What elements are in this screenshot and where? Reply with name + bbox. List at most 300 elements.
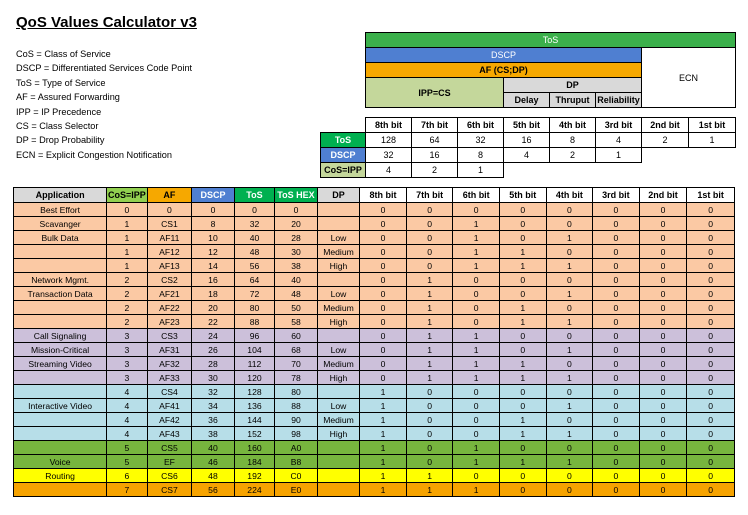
cell-dscp: 16	[192, 273, 235, 287]
cell-bit: 0	[639, 273, 687, 287]
table-row	[14, 203, 735, 217]
column-header: 5th bit	[499, 188, 546, 203]
cell-dp: High	[317, 259, 360, 273]
cell-hex: 48	[275, 287, 318, 301]
cell-app	[14, 413, 107, 427]
cell-bit: 1	[406, 273, 453, 287]
cell-cos: 7	[107, 483, 148, 497]
cell-bit: 0	[639, 371, 687, 385]
cell-bit: 0	[639, 217, 687, 231]
cell-dp	[317, 455, 360, 469]
cell-bit: 0	[360, 203, 407, 217]
cell-bit: 0	[499, 287, 546, 301]
cell-bit: 0	[639, 343, 687, 357]
cell-bit: 1	[499, 413, 546, 427]
legend	[16, 47, 192, 162]
cell-dp	[317, 329, 360, 343]
cell-dp: High	[317, 315, 360, 329]
cell-hex: 80	[275, 385, 318, 399]
cell-bit: 0	[687, 343, 735, 357]
table-row	[14, 427, 735, 441]
cell-bit: 0	[639, 315, 687, 329]
cell-bit: 1	[499, 357, 546, 371]
cell-bit: 1	[499, 301, 546, 315]
cell-tos: 0	[234, 203, 275, 217]
cell-bit: 0	[593, 413, 640, 427]
cell-hex: 40	[275, 273, 318, 287]
cell-bit: 0	[639, 287, 687, 301]
cell-bit: 0	[639, 385, 687, 399]
cell-app: Mission-Critical	[14, 343, 107, 357]
cell-bit: 0	[546, 385, 593, 399]
table-row	[14, 315, 735, 329]
cell-bit: 0	[687, 315, 735, 329]
cell-bit: 0	[360, 287, 407, 301]
cell-bit: 0	[406, 231, 453, 245]
cell-bit: 0	[546, 203, 593, 217]
cell-app	[14, 301, 107, 315]
cell-bit: 0	[406, 203, 453, 217]
cell-bit: 0	[687, 385, 735, 399]
column-header: 2nd bit	[639, 188, 687, 203]
bit-value: 4	[596, 133, 642, 148]
cell-bit: 1	[546, 287, 593, 301]
cell-app: Network Mgmt.	[14, 273, 107, 287]
cell-bit: 0	[546, 441, 593, 455]
column-header: ToS HEX	[275, 188, 318, 203]
cell-bit: 0	[593, 301, 640, 315]
cell-app	[14, 245, 107, 259]
table-row	[14, 399, 735, 413]
bit-row-cos	[321, 163, 736, 178]
table-row	[14, 413, 735, 427]
cell-bit: 0	[546, 357, 593, 371]
cell-cos: 3	[107, 371, 148, 385]
cell-bit: 0	[546, 469, 593, 483]
cell-app: Call Signaling	[14, 329, 107, 343]
cell-af: CS1	[147, 217, 192, 231]
thruput-header: Thruput	[550, 93, 596, 108]
cell-bit: 0	[593, 259, 640, 273]
cell-tos: 104	[234, 343, 275, 357]
ecn-header: ECN	[642, 48, 736, 108]
bit-label: 2nd bit	[642, 118, 689, 133]
cell-bit: 0	[499, 385, 546, 399]
cell-tos: 160	[234, 441, 275, 455]
cell-bit: 0	[406, 455, 453, 469]
cell-app: Scavanger	[14, 217, 107, 231]
cell-bit: 0	[546, 301, 593, 315]
cell-hex: E0	[275, 483, 318, 497]
cell-app	[14, 315, 107, 329]
cell-bit: 0	[687, 469, 735, 483]
table-row	[14, 357, 735, 371]
cell-cos: 5	[107, 455, 148, 469]
cell-bit: 0	[687, 357, 735, 371]
column-header: 3rd bit	[593, 188, 640, 203]
cell-bit: 1	[499, 427, 546, 441]
cell-cos: 3	[107, 343, 148, 357]
cell-cos: 2	[107, 287, 148, 301]
bit-label: 3rd bit	[596, 118, 642, 133]
bit-label: 6th bit	[458, 118, 504, 133]
cell-hex: 50	[275, 301, 318, 315]
bit-row-label: ToS	[321, 133, 366, 148]
cell-bit: 0	[453, 469, 500, 483]
cell-bit: 1	[453, 371, 500, 385]
cell-af: AF31	[147, 343, 192, 357]
bit-value: 4	[366, 163, 412, 178]
cell-bit: 0	[546, 217, 593, 231]
cell-dscp: 32	[192, 385, 235, 399]
dp-header: DP	[504, 78, 642, 93]
cell-dscp: 38	[192, 427, 235, 441]
cell-bit: 0	[546, 329, 593, 343]
cell-bit: 0	[360, 245, 407, 259]
table-row	[14, 329, 735, 343]
cell-bit: 1	[406, 329, 453, 343]
cell-tos: 56	[234, 259, 275, 273]
cell-hex: 60	[275, 329, 318, 343]
cell-dp: Low	[317, 399, 360, 413]
cell-af: EF	[147, 455, 192, 469]
cell-dp: Low	[317, 343, 360, 357]
bit-label: 4th bit	[550, 118, 596, 133]
cell-bit: 0	[593, 483, 640, 497]
cell-bit: 0	[639, 301, 687, 315]
cell-bit: 0	[360, 329, 407, 343]
cell-bit: 0	[593, 441, 640, 455]
cell-hex: C0	[275, 469, 318, 483]
cell-cos: 3	[107, 329, 148, 343]
cell-af: CS5	[147, 441, 192, 455]
cell-bit: 1	[453, 245, 500, 259]
cell-dscp: 8	[192, 217, 235, 231]
cell-tos: 152	[234, 427, 275, 441]
cell-tos: 120	[234, 371, 275, 385]
cell-cos: 1	[107, 259, 148, 273]
cell-cos: 4	[107, 399, 148, 413]
cell-bit: 1	[453, 217, 500, 231]
cell-dp	[317, 441, 360, 455]
cell-bit: 0	[360, 343, 407, 357]
bit-value: 4	[504, 148, 550, 163]
legend-item: ECN = Explicit Congestion Notification	[16, 149, 173, 160]
cell-app	[14, 371, 107, 385]
cell-af: AF22	[147, 301, 192, 315]
cell-hex: 88	[275, 399, 318, 413]
cell-bit: 1	[546, 259, 593, 273]
cell-bit: 1	[453, 231, 500, 245]
cell-bit: 0	[639, 259, 687, 273]
cell-bit: 0	[687, 301, 735, 315]
cell-bit: 0	[687, 329, 735, 343]
cell-dp	[317, 203, 360, 217]
cell-app: Bulk Data	[14, 231, 107, 245]
cell-bit: 0	[360, 273, 407, 287]
cell-bit: 0	[546, 483, 593, 497]
cell-app: Voice	[14, 455, 107, 469]
cell-bit: 0	[687, 259, 735, 273]
cell-app: Best Effort	[14, 203, 107, 217]
cell-bit: 0	[453, 385, 500, 399]
cell-af: CS7	[147, 483, 192, 497]
cell-bit: 1	[360, 455, 407, 469]
cell-tos: 40	[234, 231, 275, 245]
bit-value: 8	[458, 148, 504, 163]
table-row	[14, 287, 735, 301]
cell-bit: 1	[546, 399, 593, 413]
cell-hex: 38	[275, 259, 318, 273]
cell-bit: 0	[687, 287, 735, 301]
bit-value: 16	[412, 148, 458, 163]
cell-bit: 0	[499, 217, 546, 231]
table-row	[14, 371, 735, 385]
cell-cos: 4	[107, 413, 148, 427]
bit-structure-header	[365, 32, 736, 108]
cell-bit: 0	[687, 217, 735, 231]
cell-tos: 192	[234, 469, 275, 483]
cell-bit: 1	[499, 315, 546, 329]
cell-dp: Low	[317, 287, 360, 301]
bit-values-table	[320, 117, 736, 178]
cell-bit: 0	[499, 483, 546, 497]
cell-app: Transaction Data	[14, 287, 107, 301]
cell-bit: 1	[360, 441, 407, 455]
cell-tos: 144	[234, 413, 275, 427]
cell-tos: 80	[234, 301, 275, 315]
cell-bit: 1	[406, 315, 453, 329]
cell-bit: 0	[453, 203, 500, 217]
cell-app	[14, 259, 107, 273]
cell-bit: 0	[639, 455, 687, 469]
cell-dscp: 40	[192, 441, 235, 455]
cell-bit: 0	[406, 441, 453, 455]
bit-value: 64	[412, 133, 458, 148]
cell-af: 0	[147, 203, 192, 217]
table-row	[14, 245, 735, 259]
cell-bit: 1	[499, 455, 546, 469]
cell-bit: 1	[546, 315, 593, 329]
cell-bit: 1	[453, 357, 500, 371]
cell-dp: High	[317, 371, 360, 385]
cell-bit: 0	[593, 203, 640, 217]
cell-cos: 2	[107, 315, 148, 329]
cell-bit: 0	[453, 399, 500, 413]
cell-bit: 0	[593, 245, 640, 259]
cell-bit: 0	[687, 231, 735, 245]
cell-cos: 5	[107, 441, 148, 455]
bit-row-label: CoS=IPP	[321, 163, 366, 178]
bit-label: 1st bit	[689, 118, 736, 133]
cell-dscp: 56	[192, 483, 235, 497]
cell-af: CS2	[147, 273, 192, 287]
cell-bit: 1	[360, 427, 407, 441]
cell-hex: 58	[275, 315, 318, 329]
cell-cos: 2	[107, 301, 148, 315]
cell-hex: 98	[275, 427, 318, 441]
cell-dscp: 26	[192, 343, 235, 357]
cell-bit: 1	[360, 399, 407, 413]
cell-bit: 0	[499, 399, 546, 413]
cell-app	[14, 427, 107, 441]
cell-cos: 1	[107, 245, 148, 259]
cell-dscp: 30	[192, 371, 235, 385]
column-header: Application	[14, 188, 107, 203]
reliability-header: Reliability	[596, 93, 642, 108]
cell-tos: 128	[234, 385, 275, 399]
cell-bit: 0	[639, 329, 687, 343]
cell-hex: 68	[275, 343, 318, 357]
cell-dscp: 18	[192, 287, 235, 301]
cell-hex: 90	[275, 413, 318, 427]
cell-bit: 0	[639, 231, 687, 245]
bit-value: 8	[550, 133, 596, 148]
cell-dscp: 46	[192, 455, 235, 469]
cell-bit: 0	[360, 301, 407, 315]
bit-value: 1	[458, 163, 504, 178]
legend-item: AF = Assured Forwarding	[16, 92, 120, 103]
cell-bit: 0	[499, 469, 546, 483]
af-header: AF (CS;DP)	[366, 63, 642, 78]
cell-hex: B8	[275, 455, 318, 469]
cell-cos: 4	[107, 385, 148, 399]
cell-bit: 0	[546, 273, 593, 287]
cell-bit: 0	[453, 315, 500, 329]
table-row	[14, 273, 735, 287]
cell-dp: Medium	[317, 357, 360, 371]
cell-af: AF42	[147, 413, 192, 427]
column-header: AF	[147, 188, 192, 203]
cell-bit: 0	[499, 441, 546, 455]
cell-bit: 0	[406, 217, 453, 231]
bit-value: 1	[596, 148, 642, 163]
column-header: ToS	[234, 188, 275, 203]
cell-bit: 1	[406, 483, 453, 497]
cell-af: AF11	[147, 231, 192, 245]
cell-dp: Medium	[317, 413, 360, 427]
cell-bit: 0	[546, 413, 593, 427]
cell-bit: 0	[593, 399, 640, 413]
cell-bit: 1	[406, 371, 453, 385]
cell-af: AF23	[147, 315, 192, 329]
cell-bit: 0	[406, 245, 453, 259]
cell-bit: 1	[453, 259, 500, 273]
cell-bit: 0	[546, 245, 593, 259]
cell-hex: 70	[275, 357, 318, 371]
cell-tos: 72	[234, 287, 275, 301]
cell-af: AF21	[147, 287, 192, 301]
cell-bit: 0	[406, 385, 453, 399]
cell-bit: 0	[639, 427, 687, 441]
cell-bit: 0	[360, 259, 407, 273]
table-row	[14, 217, 735, 231]
table-row	[14, 385, 735, 399]
cell-app: Routing	[14, 469, 107, 483]
cell-dscp: 20	[192, 301, 235, 315]
cell-cos: 3	[107, 357, 148, 371]
cell-bit: 0	[593, 287, 640, 301]
cell-hex: 28	[275, 231, 318, 245]
table-row	[14, 455, 735, 469]
cell-bit: 0	[593, 357, 640, 371]
cell-af: AF32	[147, 357, 192, 371]
cell-bit: 1	[453, 329, 500, 343]
cell-dscp: 36	[192, 413, 235, 427]
column-header: 1st bit	[687, 188, 735, 203]
cell-dp	[317, 469, 360, 483]
dscp-header: DSCP	[366, 48, 642, 63]
cell-bit: 0	[687, 455, 735, 469]
column-header: DP	[317, 188, 360, 203]
cell-bit: 0	[499, 273, 546, 287]
table-row	[14, 469, 735, 483]
cell-bit: 1	[406, 343, 453, 357]
cell-bit: 1	[406, 287, 453, 301]
cell-af: AF33	[147, 371, 192, 385]
cell-hex: 0	[275, 203, 318, 217]
cell-dscp: 22	[192, 315, 235, 329]
bit-value: 32	[458, 133, 504, 148]
column-header: 8th bit	[360, 188, 407, 203]
cell-bit: 0	[593, 385, 640, 399]
cell-bit: 0	[687, 371, 735, 385]
cell-bit: 0	[406, 427, 453, 441]
cell-bit: 0	[453, 273, 500, 287]
cell-bit: 0	[499, 329, 546, 343]
legend-item: DSCP = Differentiated Services Code Point	[16, 63, 193, 74]
cell-hex: 78	[275, 371, 318, 385]
cell-hex: 30	[275, 245, 318, 259]
cell-dscp: 12	[192, 245, 235, 259]
cell-bit: 0	[453, 427, 500, 441]
legend-item: CS = Class Selector	[16, 121, 99, 132]
cell-bit: 0	[360, 315, 407, 329]
bit-value: 16	[504, 133, 550, 148]
cell-bit: 0	[593, 273, 640, 287]
cell-bit: 0	[499, 203, 546, 217]
cell-dscp: 10	[192, 231, 235, 245]
page-title: QoS Values Calculator v3	[16, 14, 197, 31]
cell-dp: High	[317, 427, 360, 441]
delay-header: Delay	[504, 93, 550, 108]
table-row	[14, 441, 735, 455]
cell-bit: 0	[639, 399, 687, 413]
cell-bit: 0	[687, 441, 735, 455]
bit-value: 32	[366, 148, 412, 163]
cell-bit: 1	[406, 357, 453, 371]
cell-bit: 0	[687, 427, 735, 441]
cell-bit: 0	[360, 371, 407, 385]
cell-bit: 1	[546, 343, 593, 357]
cell-app	[14, 385, 107, 399]
cell-bit: 0	[639, 483, 687, 497]
cell-af: AF13	[147, 259, 192, 273]
cell-dscp: 48	[192, 469, 235, 483]
cell-bit: 1	[406, 469, 453, 483]
cell-cos: 2	[107, 273, 148, 287]
table-header-row	[14, 188, 735, 203]
cell-bit: 0	[593, 231, 640, 245]
bit-row-tos	[321, 133, 736, 148]
cell-app	[14, 441, 107, 455]
cell-bit: 1	[360, 469, 407, 483]
cell-bit: 0	[687, 483, 735, 497]
cell-dp	[317, 385, 360, 399]
cell-bit: 0	[593, 217, 640, 231]
cell-bit: 1	[360, 413, 407, 427]
cell-bit: 0	[593, 343, 640, 357]
